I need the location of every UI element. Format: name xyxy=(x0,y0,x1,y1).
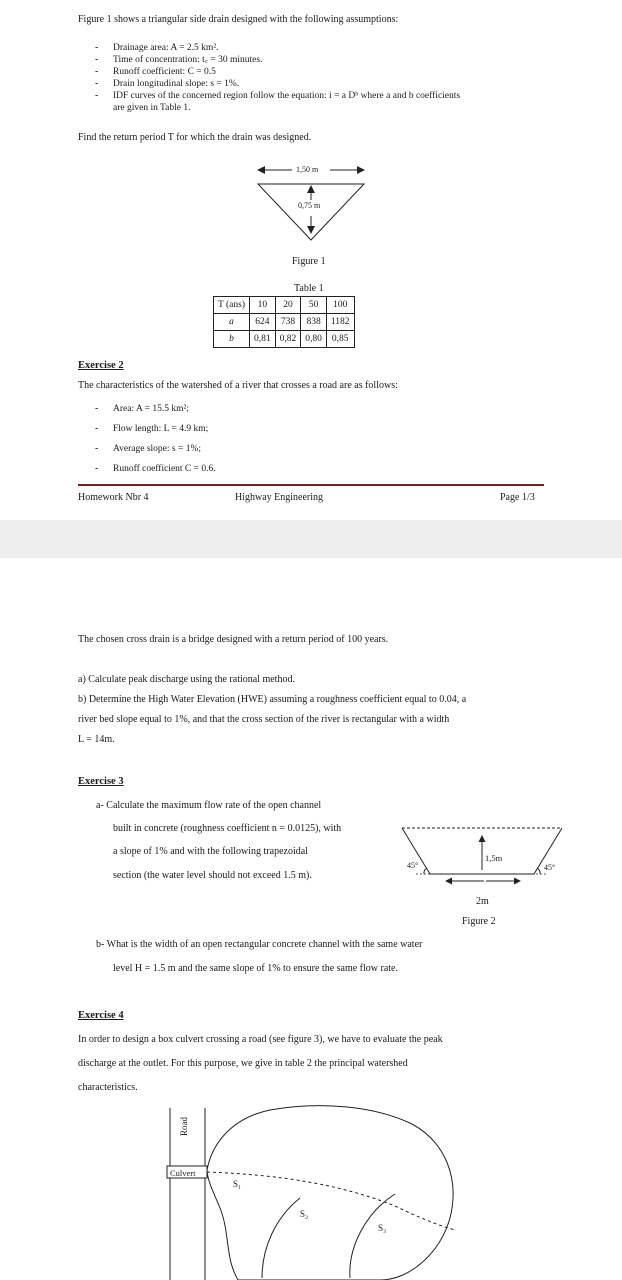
main-stream-path xyxy=(207,1172,455,1230)
exercise-4-line-3: characteristics. xyxy=(78,1082,138,1093)
bullet: - xyxy=(95,42,99,53)
footer-page-number: Page 1/3 xyxy=(500,492,535,503)
exercise-3-title: Exercise 3 xyxy=(78,776,124,787)
right-angle-label: 45° xyxy=(544,863,556,872)
bullet: - xyxy=(95,463,99,474)
subbasin-s1-label: S₁ xyxy=(233,1179,242,1189)
width-label: 1,50 m xyxy=(296,165,319,174)
table-row xyxy=(214,297,355,314)
table-cell: 10 xyxy=(250,297,276,314)
question-a: a) Calculate peak discharge using the rational method. xyxy=(78,674,295,685)
table-cell: 20 xyxy=(275,297,301,314)
exercise-2-runoff: Runoff coefficient C = 0.6. xyxy=(113,464,216,474)
figure-2-caption: Figure 2 xyxy=(462,916,496,927)
intro-text: Figure 1 shows a triangular side drain designed with the following assumptions: xyxy=(78,14,399,25)
question-b-line-2: river bed slope equal to 1%, and that the cross section of the river is rectangular with a width xyxy=(78,714,450,725)
footer-rule xyxy=(78,484,544,486)
assumption-runoff-coefficient: Runoff coefficient: C = 0.5 xyxy=(113,67,216,77)
left-angle-label: 45° xyxy=(407,861,419,870)
bullet: - xyxy=(95,66,99,77)
depth-label: 0,75 m xyxy=(298,201,321,210)
table-cell: 50 xyxy=(301,297,327,314)
table-cell: b xyxy=(214,331,250,348)
bullet: - xyxy=(95,443,99,454)
table-cell: 738 xyxy=(275,314,301,331)
exercise-3-a-line-3: a slope of 1% and with the following trapezoidal xyxy=(113,846,308,857)
exercise-3-a-line-2: built in concrete (roughness coefficient n = 0.0125), with xyxy=(113,823,342,834)
exercise-2-intro: The characteristics of the watershed of a river that crosses a road are as follows: xyxy=(78,380,398,391)
exercise-4-line-2: discharge at the outlet. For this purpose, we give in table 2 the principal watershed xyxy=(78,1058,408,1069)
table-1 xyxy=(213,296,355,348)
exercise-4-title: Exercise 4 xyxy=(78,1010,124,1021)
table-cell: a xyxy=(214,314,250,331)
exercise-2-area: Area: A = 15.5 km²; xyxy=(113,404,190,414)
table-1-title: Table 1 xyxy=(294,283,324,294)
exercise-3-b-line-1: b- What is the width of an open rectangular concrete channel with the same water xyxy=(96,939,423,950)
document-page-2 xyxy=(0,558,622,1280)
exercise-2-flow-length: Flow length: L = 4.9 km; xyxy=(113,424,209,434)
document-page-1 xyxy=(0,0,622,520)
height-label: 1,5m xyxy=(485,853,503,863)
exercise-3-b-line-2: level H = 1.5 m and the same slope of 1% to ensure the same flow rate. xyxy=(113,963,398,974)
bridge-text: The chosen cross drain is a bridge designed with a return period of 100 years. xyxy=(78,634,389,645)
figure-1-caption: Figure 1 xyxy=(292,256,326,267)
figure-3-watershed xyxy=(0,558,622,1280)
base-label: 2m xyxy=(476,896,489,907)
footer-left: Homework Nbr 4 xyxy=(78,492,149,503)
table-cell: 624 xyxy=(250,314,276,331)
table-cell: T (ans) xyxy=(214,297,250,314)
assumption-idf-continuation: are given in Table 1. xyxy=(113,103,191,113)
table-cell: 838 xyxy=(301,314,327,331)
subbasin-s3-label: S₃ xyxy=(378,1223,387,1233)
exercise-2-title: Exercise 2 xyxy=(78,360,124,371)
watershed-boundary xyxy=(207,1106,453,1280)
subbasin-s2-label: S₂ xyxy=(300,1209,309,1219)
table-cell: 0,80 xyxy=(301,331,327,348)
assumption-idf: IDF curves of the concerned region follow the equation: i = a Dᵇ where a and b coefficients xyxy=(113,91,461,101)
bullet: - xyxy=(95,90,99,101)
question-b-line-3: L = 14m. xyxy=(78,734,115,745)
table-cell: 100 xyxy=(326,297,354,314)
exercise-4-line-1: In order to design a box culvert crossing a road (see figure 3), we have to evaluate the peak xyxy=(78,1034,443,1045)
question-b-line-1: b) Determine the High Water Elevation (HWE) assuming a roughness coefficient equal to 0.04, a xyxy=(78,694,467,705)
exercise-2-slope: Average slope: s = 1%; xyxy=(113,444,202,454)
sub-basin-divider-1 xyxy=(262,1198,300,1278)
bullet: - xyxy=(95,403,99,414)
bullet: - xyxy=(95,78,99,89)
bullet: - xyxy=(95,54,99,65)
road-label: Road xyxy=(179,1117,189,1136)
table-cell: 0,82 xyxy=(275,331,301,348)
table-cell: 0,85 xyxy=(326,331,354,348)
table-cell: 1182 xyxy=(326,314,354,331)
table-row xyxy=(214,331,355,348)
exercise-3-a-line-4: section (the water level should not exceed 1.5 m). xyxy=(113,870,312,881)
culvert-label: Culvert xyxy=(170,1168,196,1178)
table-cell: 0,81 xyxy=(250,331,276,348)
question-return-period: Find the return period T for which the drain was designed. xyxy=(78,132,312,143)
table-row xyxy=(214,314,355,331)
assumption-drainage-area: Drainage area: A = 2.5 km². xyxy=(113,43,219,53)
figure-1-triangular-drain xyxy=(0,0,622,270)
assumption-time-of-concentration: Time of concentration: t꜀ = 30 minutes. xyxy=(113,55,263,65)
exercise-3-a-line-1: a- Calculate the maximum flow rate of the open channel xyxy=(96,800,322,811)
assumption-slope: Drain longitudinal slope: s = 1%. xyxy=(113,79,240,89)
footer-center: Highway Engineering xyxy=(235,492,324,503)
sub-basin-divider-2 xyxy=(350,1194,395,1278)
bullet: - xyxy=(95,423,99,434)
